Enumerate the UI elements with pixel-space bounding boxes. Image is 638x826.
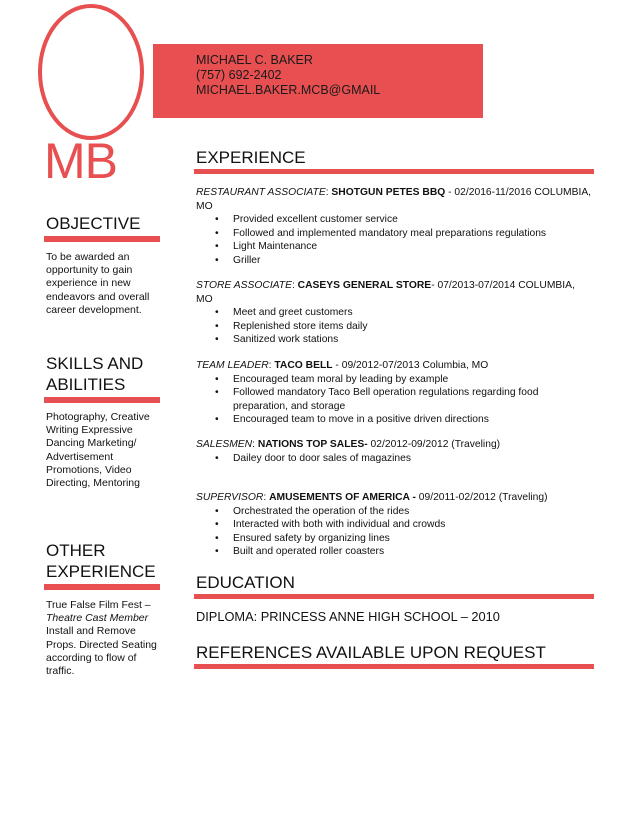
experience-heading: EXPERIENCE <box>196 148 306 167</box>
candidate-phone: (757) 692-2402 <box>196 68 282 82</box>
job-details: - 09/2012-07/2013 Columbia, MO <box>332 360 489 371</box>
references-line: REFERENCES AVAILABLE UPON REQUEST <box>196 643 546 662</box>
job-company: CASEYS GENERAL STORE <box>297 280 432 291</box>
job-entry <box>196 359 592 427</box>
job-sep: : <box>252 439 258 450</box>
skills-heading-line2: ABILITIES <box>46 375 126 394</box>
job-title: RESTAURANT ASSOCIATE <box>196 187 326 198</box>
job-sep: : <box>263 492 270 503</box>
job-bullet: • Sanitized work stations <box>196 333 592 347</box>
job-details: - 07/2013-07/2014 COLUMBIA, MO <box>196 280 575 305</box>
job-sep: : <box>325 187 332 198</box>
other-heading-line2: EXPERIENCE <box>46 562 156 581</box>
job-entry <box>196 279 592 347</box>
job-details: 02/2012-09/2012 (Traveling) <box>367 439 501 450</box>
job-bullet: • Replenished store items daily <box>196 320 592 334</box>
job-title: SALESMEN <box>196 439 253 450</box>
job-entry <box>196 186 592 268</box>
skills-rule <box>44 397 160 403</box>
education-heading: EDUCATION <box>196 573 295 592</box>
job-company: AMUSEMENTS OF AMERICA - <box>269 492 416 503</box>
job-sep: : <box>268 360 275 371</box>
job-header <box>196 438 592 452</box>
job-details: - 02/2016-11/2016 COLUMBIA, MO <box>196 187 592 212</box>
skills-heading-line1: SKILLS AND <box>46 354 144 373</box>
objective-text: To be awarded an opportunity to gain experience in new endeavors and overall career development. <box>46 251 150 316</box>
monogram-circle <box>38 4 144 140</box>
job-title: SUPERVISOR <box>196 492 264 503</box>
job-bullet: • Built and operated roller coasters <box>196 545 592 559</box>
job-bullet: • Encouraged team moral by leading by example <box>196 373 592 387</box>
other-line3: Install and Remove Props. Directed Seating according to flow of traffic. <box>46 625 157 678</box>
job-header <box>196 491 592 505</box>
job-bullet: • Interacted with both with individual and crowds <box>196 518 592 532</box>
job-sep: : <box>291 280 298 291</box>
job-bullet: • Meet and greet customers <box>196 306 592 320</box>
skills-heading <box>46 353 143 395</box>
education-entry: DIPLOMA: PRINCESS ANNE HIGH SCHOOL – 2010 <box>196 609 500 624</box>
job-company: TACO BELL <box>274 360 333 371</box>
header-bar <box>153 44 483 118</box>
other-experience-heading <box>46 540 156 582</box>
job-bullet: • Griller <box>196 254 592 268</box>
job-bullet: • Followed and implemented mandatory meal preparations regulations <box>196 227 592 241</box>
other-experience-rule <box>44 584 160 590</box>
candidate-email: MICHAEL.BAKER.MCB@GMAIL <box>196 83 381 97</box>
job-company: SHOTGUN PETES BBQ <box>331 187 446 198</box>
experience-rule <box>194 169 594 174</box>
objective-heading: OBJECTIVE <box>46 214 141 233</box>
candidate-name: MICHAEL C. BAKER <box>196 53 313 67</box>
job-header <box>196 359 592 373</box>
job-header <box>196 186 592 213</box>
job-bullet: • Dailey door to door sales of magazines <box>196 452 592 466</box>
other-heading-line1: OTHER <box>46 541 106 560</box>
job-title: TEAM LEADER <box>196 360 269 371</box>
job-entry <box>196 438 592 465</box>
job-bullet: • Encouraged team to move in a positive driven directions <box>196 413 592 427</box>
job-bullet: • Ensured safety by organizing lines <box>196 532 592 546</box>
monogram: MB <box>44 133 117 189</box>
references-rule <box>194 664 594 669</box>
job-bullet: • Orchestrated the operation of the rides <box>196 505 592 519</box>
other-line2: Theatre Cast Member <box>46 612 149 625</box>
job-entry <box>196 491 592 559</box>
skills-text: Photography, Creative Writing Expressive Dancing Marketing/ Advertisement Promotions, Video Directing, Mentoring <box>46 411 150 490</box>
job-title: STORE ASSOCIATE <box>196 280 292 291</box>
other-line1: True False Film Fest – <box>46 599 151 611</box>
job-company: NATIONS TOP SALES- <box>257 439 368 450</box>
education-rule <box>194 594 594 599</box>
other-experience-text <box>46 599 158 678</box>
objective-rule <box>44 236 160 242</box>
job-bullet: • Light Maintenance <box>196 240 592 254</box>
job-bullet: • Provided excellent customer service <box>196 213 592 227</box>
job-bullet: • Followed mandatory Taco Bell operation regulations regarding food preparation, and storage <box>196 386 592 413</box>
job-header <box>196 279 592 306</box>
job-details: 09/2011-02/2012 (Traveling) <box>415 492 548 503</box>
